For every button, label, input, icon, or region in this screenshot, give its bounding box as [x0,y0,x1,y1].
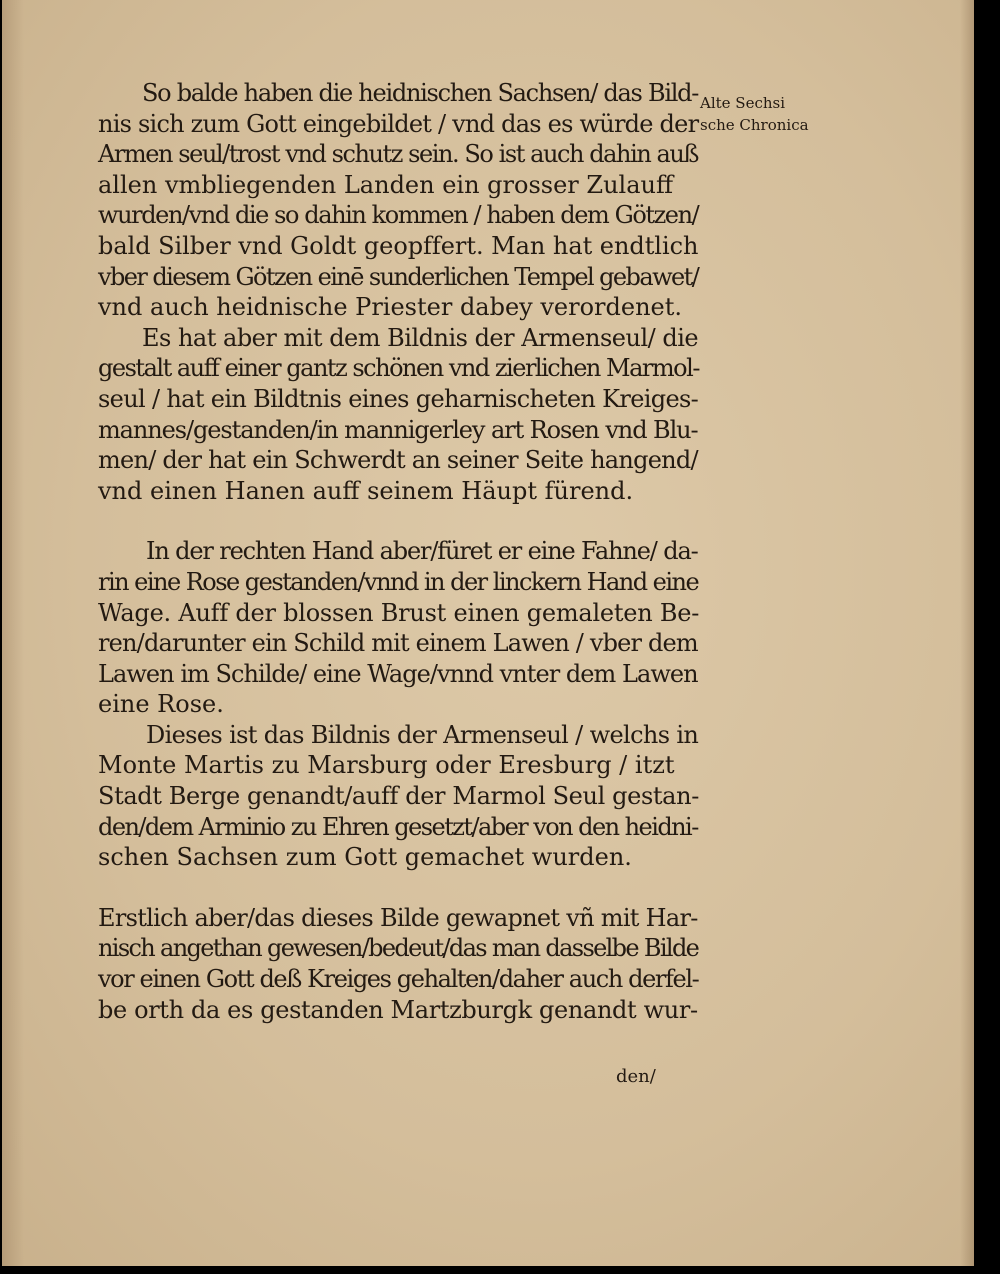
text-line: vnd auch heidnische Priester dabey verordenet. [98,293,683,322]
marginal-note-line: Alte Sechsi [700,94,786,112]
marginal-note [700,92,830,136]
text-line: den/dem Arminio zu Ehren gesetzt/aber von den heidni- [98,812,698,841]
paragraph-gap [98,873,698,903]
text-line: vnd einen Hanen auff seinem Häupt fürend. [98,476,634,505]
catchword: den/ [616,1066,656,1087]
paragraph-gap [98,506,698,536]
text-line: Dieses ist das Bildnis der Armenseul / welchs in [146,720,699,749]
text-line: seul / hat ein Bildtnis eines geharnischeten Kreiges- [98,384,699,413]
paragraph [98,323,698,507]
text-line: schen Sachsen zum Gott gemachet wurden. [98,843,632,872]
text-line: Wage. Auff der blossen Brust einen gemaleten Be- [98,598,700,627]
text-line: men/ der hat ein Schwerdt an seiner Seite hangend/ [98,446,698,475]
text-line: So balde haben die heidnischen Sachsen/ das Bild- [142,79,699,107]
text-line: nisch angethan gewesen/bedeut/das man dasselbe Bilde [98,934,699,963]
text-line: Monte Martis zu Marsburg oder Eresburg / itzt [98,751,675,780]
text-line: vber diesem Götzen einē sunderlichen Tempel gebawet/ [98,262,699,291]
paragraph [98,903,698,1025]
paragraph [98,720,698,873]
text-line: ren/darunter ein Schild mit einem Lawen / vber dem [98,629,698,658]
text-line: gestalt auff einer gantz schönen vnd zierlichen Marmol- [98,354,699,383]
body-text [98,78,698,1025]
paragraph [98,536,698,720]
text-line: bald Silber vnd Goldt geopffert. Man hat endtlich [98,231,699,260]
text-line: Armen seul/trost vnd schutz sein. So ist auch dahin auß [98,140,699,169]
text-line: In der rechten Hand aber/füret er eine Fahne/ da- [146,537,698,566]
text-line: Erstlich aber/das dieses Bilde gewapnet vñ mit Har- [98,903,698,932]
page-edge-shadow [2,0,24,1266]
text-line: wurden/vnd die so dahin kommen / haben dem Götzen/ [98,201,699,230]
marginal-note-line: sche Chronica [700,116,809,134]
page-edge-shadow-right [960,0,974,1266]
text-line: eine Rose. [98,690,224,719]
text-line: nis sich zum Gott eingebildet / vnd das es würde der [98,109,699,138]
text-line: Es hat aber mit dem Bildnis der Armenseul/ die [142,323,699,352]
text-line: rin eine Rose gestanden/vnnd in der linckern Hand eine [98,567,699,596]
text-line: vor einen Gott deß Kreiges gehalten/daher auch derfel- [98,965,699,994]
paragraph [98,78,698,323]
text-line: be orth da es gestanden Martzburgk genandt wur- [98,995,698,1024]
text-line: Lawen im Schilde/ eine Wage/vnnd vnter dem Lawen [98,659,698,688]
text-line: allen vmbliegenden Landen ein grosser Zulauff [98,170,674,199]
text-line: mannes/gestanden/in mannigerley art Rosen vnd Blu- [98,415,698,444]
text-line: Stadt Berge genandt/auff der Marmol Seul gestan- [98,782,699,811]
